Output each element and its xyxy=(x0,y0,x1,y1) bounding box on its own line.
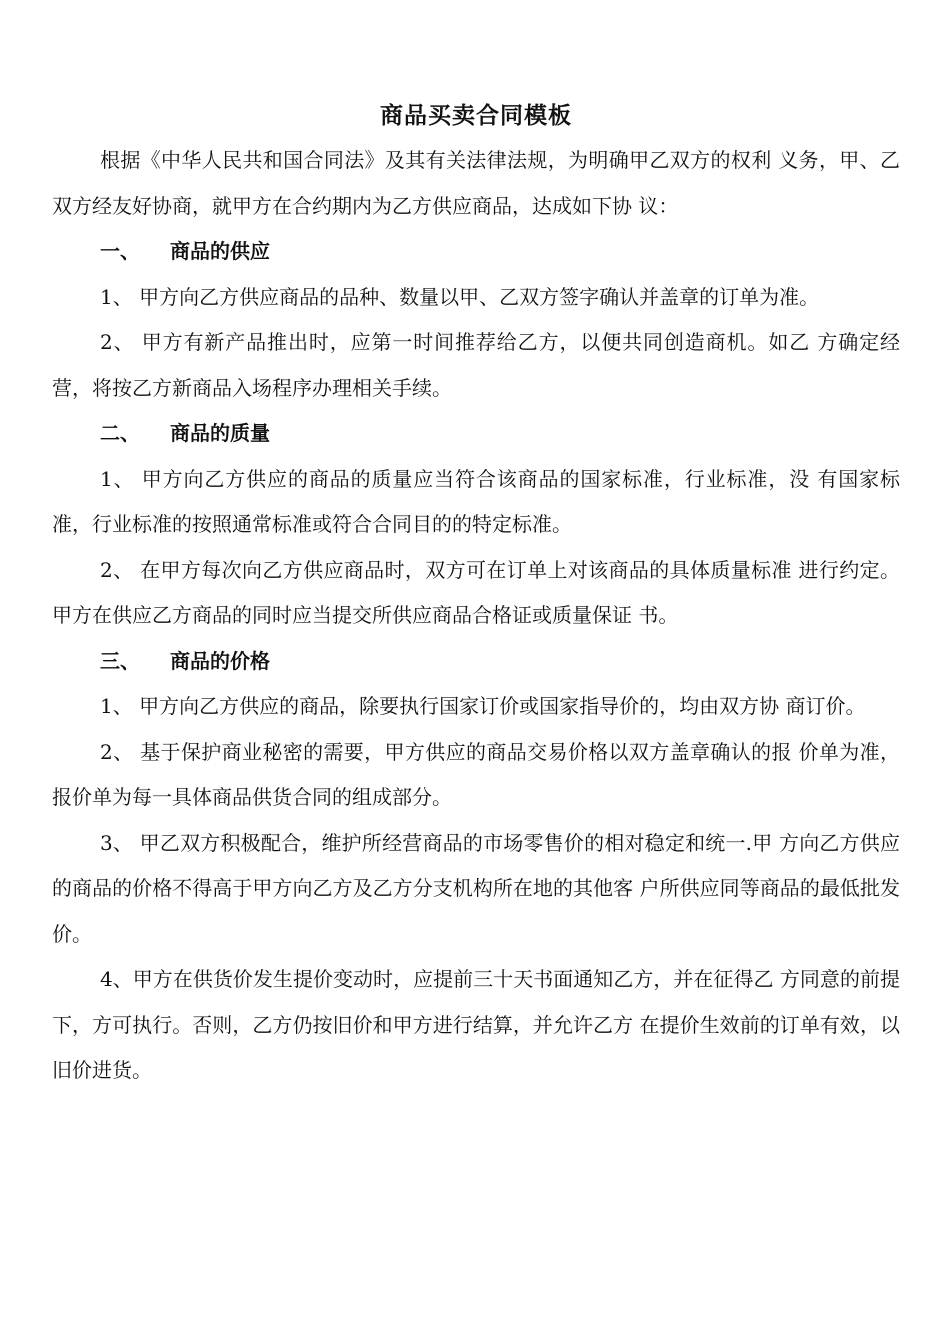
section-title: 商品的质量 xyxy=(170,421,270,445)
clause-paragraph: 1、 甲方向乙方供应的商品，除要执行国家订价或国家指导价的，均由双方协 商订价。 xyxy=(100,694,866,718)
clause-paragraph: 2、 在甲方每次向乙方供应商品时，双方可在订单上对该商品的具体质量标准 进行约定。甲方在供应乙方商品的同时应当提交所供应商品合格证或质量保证 书。 xyxy=(52,557,900,627)
section-heading-price xyxy=(52,639,900,685)
section-number: 二、 xyxy=(100,421,140,445)
contract-page xyxy=(52,96,900,1094)
section-title: 商品的价格 xyxy=(170,648,270,673)
document-title: 商品买卖合同模板 xyxy=(380,103,572,129)
clause-paragraph: 2、 甲方有新产品推出时，应第一时间推荐给乙方，以便共同创造商机。如乙 方确定经营，将按乙方新商品入场程序办理相关手续。 xyxy=(52,330,900,400)
clause-paragraph: 4、甲方在供货价发生提价变动时，应提前三十天书面通知乙方，并在征得乙 方同意的前提下，方可执行。否则，乙方仍按旧价和甲方进行结算，并允许乙方 在提价生效前的订单有效，以旧价进货。 xyxy=(52,967,900,1082)
clause-paragraph: 2、 基于保护商业秘密的需要，甲方供应的商品交易价格以双方盖章确认的报 价单为准，报价单为每一具体商品供货合同的组成部分。 xyxy=(52,739,900,809)
intro-paragraph: 根据《中华人民共和国合同法》及其有关法律法规，为明确甲乙双方的权利 义务，甲、乙双方经友好协商，就甲方在合约期内为乙方供应商品，达成如下协 议： xyxy=(52,148,900,218)
section-number: 三、 xyxy=(100,648,140,673)
clause-paragraph: 1、 甲方向乙方供应的商品的质量应当符合该商品的国家标准，行业标准，没 有国家标准，行业标准的按照通常标准或符合合同目的的特定标准。 xyxy=(52,466,900,536)
clause-paragraph: 3、 甲乙双方积极配合，维护所经营商品的市场零售价的相对稳定和统一.甲 方向乙方供应的商品的价格不得高于甲方向乙方及乙方分支机构所在地的其他客 户所供应同等商品的最低批发价。 xyxy=(52,830,900,946)
clause-paragraph: 1、 甲方向乙方供应商品的品种、数量以甲、乙双方签字确认并盖章的订单为准。 xyxy=(100,284,820,309)
section-heading-quality xyxy=(52,411,900,457)
section-title: 商品的供应 xyxy=(170,239,270,263)
section-number: 一、 xyxy=(100,239,140,263)
section-heading-supply xyxy=(52,229,900,275)
